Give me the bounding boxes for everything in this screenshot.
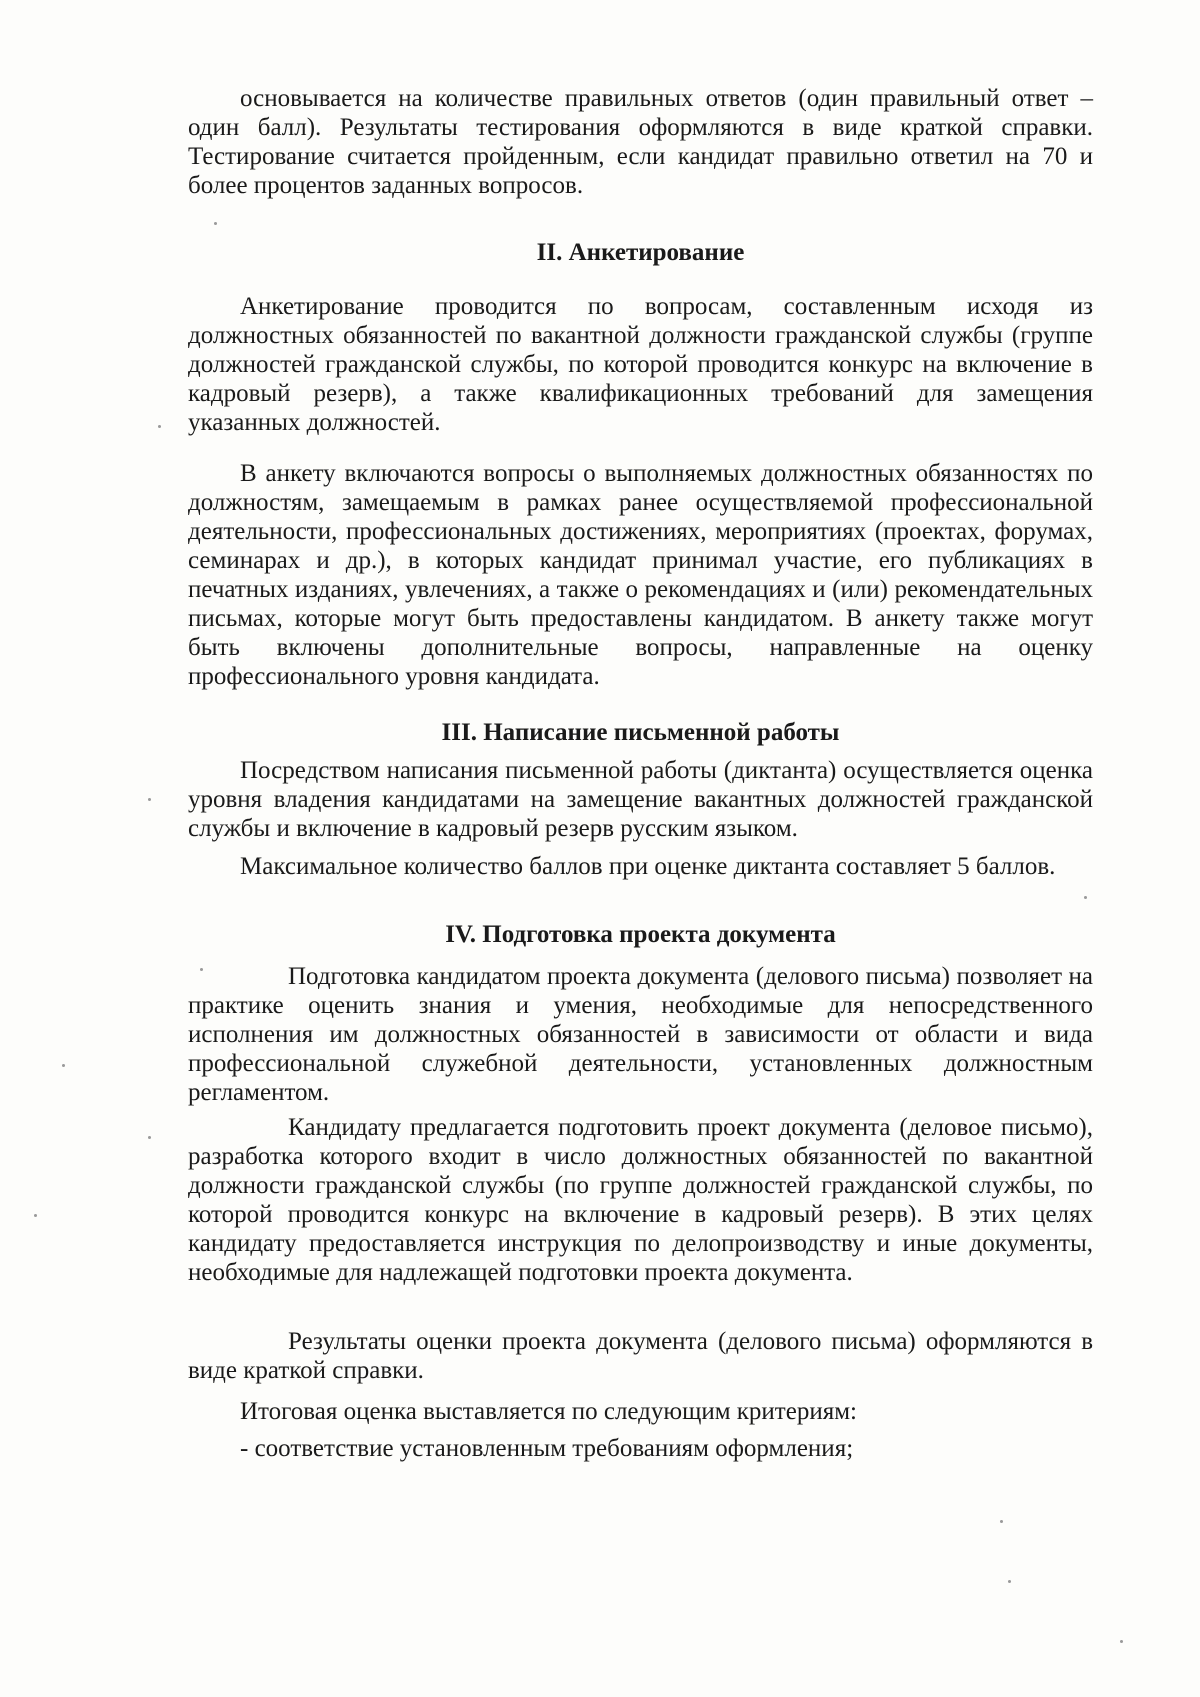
paragraph-text: Анкетирование проводится по вопросам, составленным исходя из должностных обязанностей по вакантной должности гражданской службы (группе должностей гражданской службы, по которой проводится конкурс на включение в кадровый резерв), а также квалификационных требований для замещения указанных должностей. — [188, 293, 1093, 436]
scan-speck — [62, 1064, 65, 1067]
paragraph-document-draft — [188, 962, 1093, 1107]
paragraph-text: - соответствие установленным требованиям оформления; — [240, 1435, 854, 1462]
scan-speck — [214, 222, 217, 225]
paragraph-text: В анкету включаются вопросы о выполняемых должностных обязанностях по должностям, замещаемым в рамках ранее осуществляемой профессиональной деятельности, профессиональных достижениях, мероприятиях (проектах, форумах, семинарах и др.), в которых кандидат принимал участие, его публикациях в печатных изданиях, увлечениях, а также о рекомендациях и (или) рекомендательных письмах, которые могут быть предоставлены кандидатом. В анкету также могут быть включены дополнительные вопросы, направленные на оценку профессионального уровня кандидата. — [188, 460, 1093, 690]
section-heading-document-draft: IV. Подготовка проекта документа — [445, 921, 836, 948]
scan-speck — [200, 968, 203, 971]
scan-speck — [34, 1214, 37, 1217]
paragraph-text: Кандидату предлагается подготовить проект документа (деловое письмо), разработка которого входит в число должностных обязанностей по вакантной должности гражданской службы (по группе должностей гражданской службы, по которой проводится конкурс на включение в кадровый резерв). В этих целях кандидату предоставляется инструкция по делопроизводству и иные документы, необходимые для надлежащей подготовки проекта документа. — [188, 1114, 1093, 1286]
scan-speck — [158, 425, 161, 428]
paragraph-document-results — [188, 1327, 1093, 1385]
scan-speck — [1000, 1520, 1003, 1523]
paragraph-dictation — [188, 756, 1093, 843]
paragraph-testing-result — [188, 84, 1093, 200]
paragraph-text: Подготовка кандидатом проекта документа (делового письма) позволяет на практике оценить знания и умения, необходимые для непосредственного исполнения им должностных обязанностей в зависимости от области и вида профессиональной служебной деятельности, установленных должностным регламентом. — [188, 963, 1093, 1106]
list-item-criterion — [188, 1434, 1093, 1463]
paragraph-text: Итоговая оценка выставляется по следующим критериям: — [240, 1398, 857, 1425]
paragraph-criteria-intro — [188, 1397, 1093, 1426]
paragraph-text: Посредством написания письменной работы (диктанта) осуществляется оценка уровня владения кандидатами на замещение вакантных должностей гражданской службы и включение в кадровый резерв русским языком. — [188, 757, 1093, 842]
paragraph-text: Результаты оценки проекта документа (делового письма) оформляются в виде краткой справки. — [188, 1328, 1093, 1384]
section-heading-questionnaire: II. Анкетирование — [536, 239, 745, 266]
scan-speck — [148, 1136, 151, 1139]
scan-speck — [1120, 1640, 1123, 1643]
paragraph-text: основывается на количестве правильных ответов (один правильный ответ – один балл). Результаты тестирования оформляются в виде краткой справки. Тестирование считается пройденным, если кандидат правильно ответил на 70 и более процентов заданных вопросов. — [188, 85, 1093, 199]
section-heading-written-work: III. Написание письменной работы — [441, 719, 840, 746]
paragraph-document-task — [188, 1113, 1093, 1287]
paragraph-questionnaire-intro — [188, 292, 1093, 437]
paragraph-questionnaire-content — [188, 459, 1093, 691]
scan-speck — [1084, 896, 1087, 899]
paragraph-text: Максимальное количество баллов при оценке диктанта составляет 5 баллов. — [240, 853, 1056, 880]
scan-speck — [1008, 1580, 1011, 1583]
paragraph-dictation-score — [188, 852, 1093, 881]
scan-speck — [148, 798, 151, 801]
